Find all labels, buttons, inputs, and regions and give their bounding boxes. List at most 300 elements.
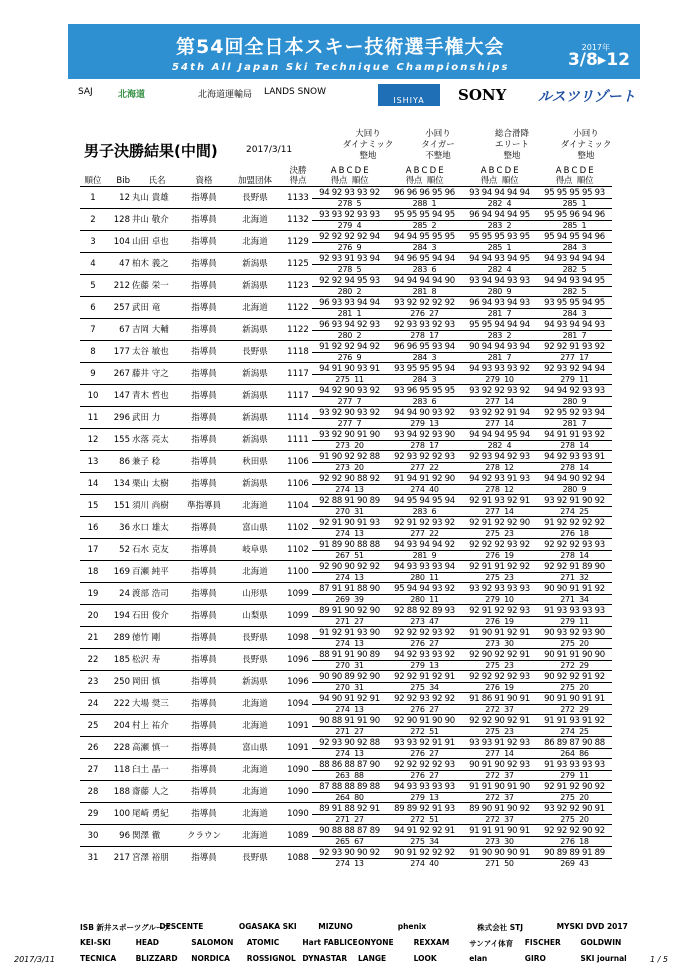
event-order: 12	[504, 484, 514, 494]
qual-cell: クラウン	[182, 825, 226, 847]
event-score: 278	[337, 264, 353, 274]
table-row	[80, 561, 612, 583]
judge-scores: 92 93 94 92 93	[462, 452, 537, 463]
table-row	[80, 341, 612, 363]
judge-scores: 92 92 92 90 92	[537, 826, 612, 837]
event-order: 39	[354, 594, 364, 604]
qual-cell: 指導員	[182, 847, 226, 869]
event-order: 14	[504, 506, 514, 516]
event-score-cell	[537, 605, 612, 627]
club-cell: 北海道	[226, 803, 284, 825]
table-header-row	[80, 166, 612, 187]
event-score-cell	[387, 451, 462, 473]
name-cell: 村上 祐介	[132, 715, 182, 737]
event-score-cell	[537, 451, 612, 473]
judge-scores: 94 93 94 94 93	[537, 320, 612, 331]
rank-cell: 3	[80, 231, 106, 253]
rank-cell: 18	[80, 561, 106, 583]
event-score-cell	[462, 451, 537, 473]
page-date: 2017/3/11	[246, 145, 293, 155]
event-order: 31	[354, 682, 364, 692]
qual-cell: 指導員	[182, 209, 226, 231]
qual-cell: 指導員	[182, 187, 226, 209]
club-cell: 新潟県	[226, 385, 284, 407]
judge-scores: 89 91 88 92 91	[312, 804, 387, 815]
bib-cell: 228	[106, 737, 132, 759]
event-order: 40	[429, 858, 439, 868]
event-order: 1	[581, 220, 587, 230]
col-event: A B C D E 得点 順位	[480, 166, 519, 186]
table-row	[80, 583, 612, 605]
total-cell: 1096	[284, 671, 312, 693]
judge-scores: 92 90 92 92 91	[462, 650, 537, 661]
qual-cell: 指導員	[182, 781, 226, 803]
event-score-cell	[462, 297, 537, 319]
judge-scores: 92 92 94 95 93	[312, 276, 387, 287]
sponsor-logo: ATOMIC	[246, 938, 280, 947]
table-row	[80, 363, 612, 385]
sponsor-logo: HEAD	[135, 938, 160, 947]
event-score-cell	[462, 275, 537, 297]
event-score: 275	[335, 374, 350, 384]
snow-logo: LANDS SNOW	[264, 87, 327, 97]
event-score: 269	[335, 594, 350, 604]
event-score: 264	[560, 748, 575, 758]
bib-cell: 217	[106, 847, 132, 869]
event-score: 284	[412, 242, 428, 252]
rank-cell: 31	[80, 847, 106, 869]
event-score-cell	[387, 407, 462, 429]
total-cell: 1091	[284, 715, 312, 737]
table-row	[80, 671, 612, 693]
event-score: 284	[562, 242, 578, 252]
total-cell: 1102	[284, 517, 312, 539]
club-cell: 北海道	[226, 715, 284, 737]
club-cell: 新潟県	[226, 473, 284, 495]
event-score: 279	[485, 374, 500, 384]
event-score-cell	[537, 231, 612, 253]
judge-scores: 92 92 91 89 90	[537, 562, 612, 573]
col-name: 氏名	[148, 176, 166, 186]
sponsor-logo: BLIZZARD	[135, 954, 178, 963]
rank-cell: 5	[80, 275, 106, 297]
sponsor-logo: REXXAM	[413, 938, 450, 947]
judge-scores: 92 92 92 93 92	[462, 540, 537, 551]
event-order: 8	[431, 286, 437, 296]
event-score: 284	[412, 352, 428, 362]
table-row	[80, 429, 612, 451]
event-order: 14	[504, 418, 514, 428]
club-cell: 長野県	[226, 847, 284, 869]
rank-cell: 11	[80, 407, 106, 429]
rank-cell: 19	[80, 583, 106, 605]
event-score-cell	[462, 341, 537, 363]
event-order: 9	[431, 550, 437, 560]
event-score: 283	[487, 220, 503, 230]
event-score-cell	[387, 847, 462, 869]
event-score: 285	[562, 220, 578, 230]
event-order: 27	[429, 748, 439, 758]
judge-scores: 92 92 91 92 91	[387, 672, 462, 683]
event-score: 277	[337, 396, 353, 406]
col-rank: 順位	[84, 176, 102, 186]
judge-scores: 89 90 91 90 92	[462, 804, 537, 815]
event-score-cell	[537, 737, 612, 759]
event-score-cell	[537, 561, 612, 583]
bib-cell: 222	[106, 693, 132, 715]
event-score: 279	[485, 594, 500, 604]
judge-scores: 91 91 90 91 90	[462, 782, 537, 793]
judge-scores: 92 93 90 92 88	[312, 738, 387, 749]
judge-scores: 93 94 94 94 94	[462, 188, 537, 199]
bib-cell: 118	[106, 759, 132, 781]
rank-cell: 24	[80, 693, 106, 715]
event-score-cell	[537, 363, 612, 385]
judge-scores: 91 89 90 88 88	[312, 540, 387, 551]
event-score-cell	[537, 715, 612, 737]
judge-scores: 94 92 93 93 92	[312, 188, 387, 199]
total-cell: 1129	[284, 231, 312, 253]
judge-scores: 90 88 91 91 90	[312, 716, 387, 727]
table-row	[80, 297, 612, 319]
rank-cell: 4	[80, 253, 106, 275]
event-order: 13	[354, 528, 364, 538]
event-score-cell	[462, 583, 537, 605]
judge-scores: 91 94 91 92 90	[387, 474, 462, 485]
rank-cell: 10	[80, 385, 106, 407]
qual-cell: 指導員	[182, 737, 226, 759]
judge-scores: 93 96 95 95 95	[387, 386, 462, 397]
event-score-cell	[312, 759, 387, 781]
event-order: 1	[356, 308, 362, 318]
event-order: 7	[356, 396, 362, 406]
event-order: 34	[579, 594, 589, 604]
event-score: 280	[562, 484, 578, 494]
table-row	[80, 781, 612, 803]
total-cell: 1098	[284, 627, 312, 649]
event-score-cell	[312, 253, 387, 275]
judge-scores: 92 92 90 92 91	[462, 716, 537, 727]
bib-cell: 36	[106, 517, 132, 539]
event-score-cell	[537, 341, 612, 363]
table-row	[80, 693, 612, 715]
qual-cell: 指導員	[182, 253, 226, 275]
event-order: 17	[579, 352, 589, 362]
event-score: 276	[410, 748, 425, 758]
total-cell: 1114	[284, 407, 312, 429]
event-order: 7	[506, 308, 512, 318]
event-score-cell	[312, 231, 387, 253]
event-order: 2	[431, 220, 437, 230]
judge-scores: 94 93 93 93 93	[387, 782, 462, 793]
judge-scores: 96 94 94 94 95	[462, 210, 537, 221]
event-order: 6	[431, 506, 437, 516]
event-order: 27	[354, 616, 364, 626]
total-cell: 1090	[284, 803, 312, 825]
rank-cell: 16	[80, 517, 106, 539]
event-score: 282	[562, 286, 578, 296]
event-order: 17	[429, 330, 439, 340]
total-cell: 1122	[284, 297, 312, 319]
event-score: 281	[412, 286, 428, 296]
event-order: 14	[504, 396, 514, 406]
name-cell: 須川 尚樹	[132, 495, 182, 517]
event-order: 27	[354, 814, 364, 824]
name-cell: 藤井 守之	[132, 363, 182, 385]
event-score: 272	[560, 660, 575, 670]
event-score-cell	[312, 451, 387, 473]
event-score: 277	[485, 418, 500, 428]
event-score: 276	[485, 682, 500, 692]
event-score: 274	[335, 858, 350, 868]
bib-cell: 296	[106, 407, 132, 429]
judge-scores: 94 93 93 93 94	[387, 562, 462, 573]
event-score: 280	[487, 286, 503, 296]
event-order: 51	[429, 726, 439, 736]
judge-scores: 90 90 91 91 92	[537, 584, 612, 595]
bib-cell: 96	[106, 825, 132, 847]
judge-scores: 90 91 91 90 90	[537, 650, 612, 661]
judge-scores: 95 95 95 95 93	[537, 188, 612, 199]
event-order: 29	[579, 704, 589, 714]
total-cell: 1102	[284, 539, 312, 561]
bib-cell: 212	[106, 275, 132, 297]
event-score: 275	[410, 836, 425, 846]
event-order: 20	[354, 462, 364, 472]
judge-scores: 94 93 94 94 92	[387, 540, 462, 551]
event-score-cell	[312, 385, 387, 407]
event-order: 10	[504, 594, 514, 604]
event-score-cell	[537, 385, 612, 407]
sponsor-logo: LOOK	[413, 954, 437, 963]
judge-scores: 94 95 94 95 94	[387, 496, 462, 507]
judge-scores: 89 89 92 91 93	[387, 804, 462, 815]
judge-scores: 91 90 92 92 88	[312, 452, 387, 463]
event-score: 283	[412, 506, 428, 516]
event-score: 275	[560, 682, 575, 692]
event-order: 6	[431, 264, 437, 274]
event-score-cell	[462, 671, 537, 693]
club-cell: 北海道	[226, 231, 284, 253]
event-score: 284	[412, 374, 428, 384]
event-score-cell	[537, 187, 612, 209]
event-score-cell	[312, 517, 387, 539]
event-score-cell	[537, 825, 612, 847]
event-order: 34	[429, 836, 439, 846]
table-row	[80, 649, 612, 671]
event-order: 14	[579, 462, 589, 472]
event-score: 281	[337, 308, 353, 318]
judge-scores: 96 93 94 92 93	[312, 320, 387, 331]
event-order: 27	[429, 638, 439, 648]
event-order: 23	[504, 528, 514, 538]
event-order: 13	[429, 792, 439, 802]
qual-cell: 指導員	[182, 715, 226, 737]
sponsor-logo: MYSKI DVD 2017	[556, 922, 628, 931]
event-score: 277	[485, 396, 500, 406]
event-order: 4	[506, 264, 512, 274]
club-cell: 長野県	[226, 627, 284, 649]
name-cell: 武田 竜	[132, 297, 182, 319]
event-order: 13	[354, 704, 364, 714]
event-score-cell	[537, 693, 612, 715]
event-score-cell	[462, 605, 537, 627]
event-score-cell	[312, 275, 387, 297]
judge-scores: 92 91 92 93 92	[387, 518, 462, 529]
judge-scores: 90 94 94 93 94	[462, 342, 537, 353]
total-cell: 1132	[284, 209, 312, 231]
event-order: 50	[504, 858, 514, 868]
judge-scores: 91 86 91 90 91	[462, 694, 537, 705]
table-row	[80, 847, 612, 869]
judge-scores: 94 94 92 93 93	[537, 386, 612, 397]
event-score: 281	[412, 550, 428, 560]
event-score: 282	[487, 264, 503, 274]
sponsor-logo: MIZUNO	[318, 922, 353, 931]
event-score: 272	[485, 814, 500, 824]
event-score-cell	[462, 759, 537, 781]
sponsor-logo: SALOMON	[191, 938, 234, 947]
banner-title-jp: 第54回全日本スキー技術選手権大会	[176, 36, 505, 58]
judge-scores: 92 92 90 88 92	[312, 474, 387, 485]
event-order: 47	[429, 616, 439, 626]
event-score: 277	[337, 418, 353, 428]
event-score: 282	[562, 264, 578, 274]
table-row	[80, 319, 612, 341]
event-score: 271	[485, 858, 500, 868]
event-order: 4	[506, 198, 512, 208]
event-order: 13	[354, 638, 364, 648]
name-cell: 百瀬 純平	[132, 561, 182, 583]
qual-cell: 準指導員	[182, 495, 226, 517]
judge-scores: 91 93 93 93 93	[537, 606, 612, 617]
qual-cell: 指導員	[182, 583, 226, 605]
event-order: 14	[579, 550, 589, 560]
event-score: 278	[410, 330, 425, 340]
col-total: 決勝 得点	[289, 166, 307, 186]
event-score-cell	[312, 825, 387, 847]
name-cell: 高瀬 慎一	[132, 737, 182, 759]
event-score: 275	[560, 792, 575, 802]
event-order: 23	[504, 726, 514, 736]
judge-scores: 93 94 92 93 90	[387, 430, 462, 441]
event-score: 282	[487, 440, 503, 450]
event-score-cell	[312, 363, 387, 385]
event-order: 12	[504, 462, 514, 472]
club-cell: 北海道	[226, 759, 284, 781]
bib-cell: 169	[106, 561, 132, 583]
event-order: 51	[354, 550, 364, 560]
event-score: 274	[335, 484, 350, 494]
judge-scores: 92 91 90 91 93	[312, 518, 387, 529]
judge-scores: 92 88 92 89 93	[387, 606, 462, 617]
event-score: 276	[485, 616, 500, 626]
name-cell: 徳竹 剛	[132, 627, 182, 649]
event-order: 9	[356, 352, 362, 362]
rank-cell: 8	[80, 341, 106, 363]
event-score: 275	[560, 814, 575, 824]
judge-scores: 87 91 91 88 90	[312, 584, 387, 595]
event-score-cell	[462, 539, 537, 561]
event-score: 271	[335, 814, 350, 824]
event-score-cell	[462, 803, 537, 825]
event-order: 1	[431, 198, 437, 208]
event-order: 43	[579, 858, 589, 868]
event-score-cell	[537, 759, 612, 781]
judge-scores: 91 91 93 91 92	[537, 716, 612, 727]
judge-scores: 90 90 89 92 90	[312, 672, 387, 683]
table-row	[80, 539, 612, 561]
event-order: 40	[429, 484, 439, 494]
rank-cell: 26	[80, 737, 106, 759]
judge-scores: 94 96 95 94 94	[387, 254, 462, 265]
judge-scores: 91 92 91 93 90	[312, 628, 387, 639]
club-cell: 長野県	[226, 649, 284, 671]
event-score: 280	[410, 594, 425, 604]
event-score: 280	[337, 330, 353, 340]
event-order: 19	[504, 616, 514, 626]
saj-logo: SAJ	[78, 87, 93, 97]
qual-cell: 指導員	[182, 605, 226, 627]
event-score: 270	[335, 660, 350, 670]
event-score: 283	[412, 396, 428, 406]
event-score-cell	[462, 693, 537, 715]
event-score: 270	[335, 682, 350, 692]
event-header: 大回り ダイナミック 整地	[342, 129, 394, 161]
event-score: 265	[335, 836, 350, 846]
judge-scores: 95 95 94 94 94	[462, 320, 537, 331]
name-cell: 宮澤 裕朋	[132, 847, 182, 869]
judge-scores: 93 92 92 93 92	[462, 386, 537, 397]
event-score-cell	[387, 803, 462, 825]
event-score: 276	[560, 528, 575, 538]
event-score-cell	[312, 495, 387, 517]
name-cell: 栗山 太樹	[132, 473, 182, 495]
col-event: A B C D E 得点 順位	[555, 166, 594, 186]
bib-cell: 24	[106, 583, 132, 605]
event-order: 9	[581, 484, 587, 494]
club-cell: 新潟県	[226, 671, 284, 693]
judge-scores: 94 92 90 93 92	[312, 386, 387, 397]
event-score-cell	[387, 759, 462, 781]
total-cell: 1099	[284, 583, 312, 605]
event-order: 4	[356, 220, 362, 230]
event-score: 276	[410, 704, 425, 714]
name-cell: 佐藤 栄一	[132, 275, 182, 297]
event-score: 277	[485, 506, 500, 516]
rank-cell: 15	[80, 495, 106, 517]
event-score-cell	[537, 429, 612, 451]
table-row	[80, 231, 612, 253]
event-score: 278	[485, 462, 500, 472]
event-order: 27	[429, 308, 439, 318]
sponsor-logo: KEI-SKI	[80, 938, 111, 947]
event-score: 280	[337, 286, 353, 296]
name-cell: 松沢 寿	[132, 649, 182, 671]
event-order: 13	[354, 484, 364, 494]
name-cell: 渡部 浩司	[132, 583, 182, 605]
event-score: 279	[410, 660, 425, 670]
event-score-cell	[537, 253, 612, 275]
judge-scores: 93 92 92 91 94	[462, 408, 537, 419]
event-score-cell	[312, 341, 387, 363]
event-score: 273	[335, 462, 350, 472]
page-title: 男子決勝結果(中間)	[84, 142, 218, 160]
qual-cell: 指導員	[182, 231, 226, 253]
judge-scores: 94 93 93 93 92	[462, 364, 537, 375]
event-order: 34	[429, 682, 439, 692]
event-score: 279	[560, 374, 575, 384]
